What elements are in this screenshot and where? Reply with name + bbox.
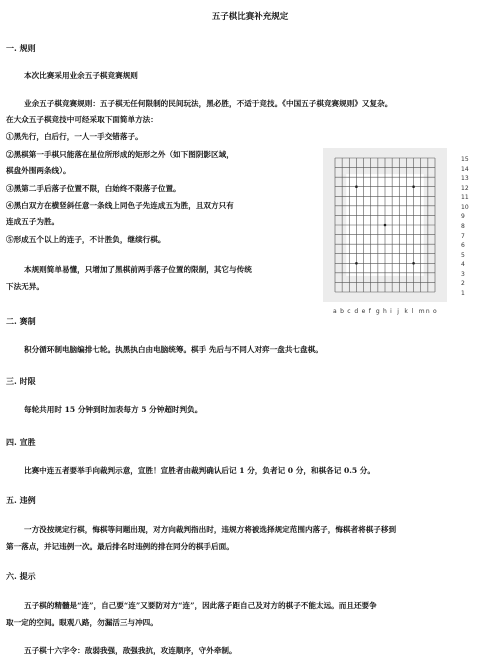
board-col-label: e <box>361 308 366 315</box>
board-star-point <box>412 262 415 265</box>
board-row-label: 4 <box>461 261 465 269</box>
rule-item: ③黑第二手后落子位置不限，白始终不限落子位置。 <box>6 184 181 193</box>
rule-item: ①黑先行，白后行，一人一手交错落子。 <box>6 132 143 141</box>
board-col-label: d <box>354 308 359 315</box>
section-3-heading: 三. 时限 <box>6 376 36 386</box>
section-5-text-line-2: 第一落点，并记违例一次。最后排名时违例的排在同分的棋手后面。 <box>6 542 234 551</box>
board-col-label: m <box>418 308 425 315</box>
board-col-label: h <box>383 308 387 315</box>
board-star-point <box>384 224 387 227</box>
board-row-label: 3 <box>461 270 465 278</box>
rules-paragraph-line-1: 业余五子棋竞赛规则：五子棋无任何限制的民间玩法，黑必胜，不适于竞技。《中国五子棋竞赛规则》又复杂。 <box>24 99 393 108</box>
section-2-text: 积分循环制电脑编排七轮。执黑执白由电脑统筹。棋手 先后与不同人对弈一盘共七盘棋。 <box>24 345 323 354</box>
section-2-heading: 二. 赛制 <box>6 316 36 326</box>
board-row-label: 9 <box>461 213 465 221</box>
board-col-label: b <box>340 308 344 315</box>
board-row-label: 15 <box>461 156 469 163</box>
section-5-heading: 五. 违例 <box>6 495 36 505</box>
board-row-label: 2 <box>461 280 465 288</box>
rule-item: ②黑棋第一手棋只能落在星位所形成的矩形之外（如下图阴影区域， <box>6 150 234 159</box>
board-col-label: o <box>433 308 437 315</box>
board-col-label: n <box>425 308 430 315</box>
board-col-label: l <box>411 308 414 315</box>
section-6-text-line-2: 取一定的空间。眼观八路，勿漏活三与冲四。 <box>6 618 158 627</box>
rule-item: 连成五子为胜。 <box>6 217 60 226</box>
page-title: 五子棋比赛补充规定 <box>211 12 289 22</box>
board-col-label: f <box>368 308 371 315</box>
board-row-label: 6 <box>461 242 465 250</box>
board-star-point <box>355 262 358 265</box>
section-6-text-line-1: 五子棋的精髓是“连”，自己要“连”又要防对方“连”，因此落子距自己及对方的棋子不能太远。而且还要争 <box>24 601 377 610</box>
section-4-heading: 四. 宣胜 <box>6 437 36 447</box>
board-row-label: 7 <box>461 232 465 240</box>
gomoku-board-diagram <box>323 148 447 302</box>
board-row-label: 10 <box>461 203 469 211</box>
section-6-motto: 五子棋十六字令：敌弱我强，敌强我抗，攻连顺序，守外牵制。 <box>24 646 237 655</box>
board-row-label: 1 <box>461 290 465 297</box>
section-1-heading: 一. 规则 <box>6 43 36 53</box>
board-star-point <box>412 185 415 188</box>
summary-line-1: 本规则简单易懂，只增加了黑棋前两手落子位置的限制，其它与传统 <box>24 265 252 274</box>
board-row-label: 12 <box>461 184 469 192</box>
board-col-label: k <box>404 308 408 315</box>
board-star-point <box>355 185 358 188</box>
section-3-text: 每轮共用时 15 分钟到时加表每方 5 分钟超时判负。 <box>24 405 203 414</box>
board-row-label: 13 <box>461 175 469 183</box>
board-col-label: j <box>397 308 399 315</box>
rule-item: ④黑白双方在横竖斜任意一条线上同色子先连成五为胜，且双方只有 <box>6 201 234 210</box>
board-col-label: c <box>347 308 351 315</box>
section-6-heading: 六. 提示 <box>6 571 36 581</box>
board-row-label: 8 <box>461 223 465 230</box>
rule-item: ⑤形成五个以上的连子，不计胜负，继续行棋。 <box>6 235 166 244</box>
board-row-label: 5 <box>461 251 465 259</box>
board-grid <box>323 148 447 302</box>
section-4-text: 比赛中连五者要举手向裁判示意，宣胜！宣胜者由裁判确认后记 1 分，负者记 0 分，和棋各记 0.5 分。 <box>24 466 375 475</box>
board-col-label: a <box>333 308 337 315</box>
section-5-text-line-1: 一方没按规定行棋，悔棋等问题出现，对方向裁判指出时，违规方将被选择规定范围内落子，悔棋者将棋子移到 <box>24 525 397 534</box>
board-col-label: g <box>375 308 380 315</box>
board-row-label: 11 <box>461 194 469 202</box>
section-1-intro: 本次比赛采用业余五子棋竞赛规则 <box>24 71 138 80</box>
summary-line-2: 下法无异。 <box>6 282 44 291</box>
board-col-label: i <box>390 308 392 315</box>
board-row-label: 14 <box>461 165 469 173</box>
rule-item: 棋盘外围两条线）。 <box>6 166 71 175</box>
rules-paragraph-line-2: 在大众五子棋竞技中可经采取下面简单方法： <box>6 115 158 124</box>
